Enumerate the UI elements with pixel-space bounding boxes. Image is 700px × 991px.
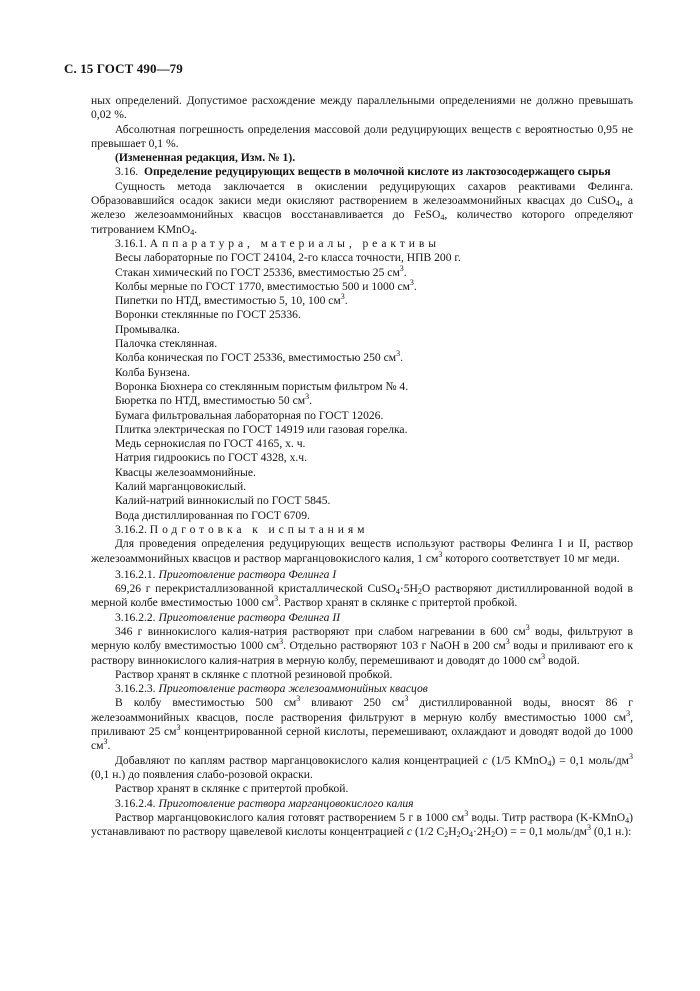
section-number: 3.16.2.2. xyxy=(115,610,156,624)
paragraph: 346 г виннокислого калия-натрия растворяют при слабом нагревании в 600 $см^3$ воды, фильтруют в мерную колбу вместимостью 1000 $см^3$. Отдельно растворяют 103 г NaOH в 200 $см^3$ воды и приливают его к раствору виннокислого калия-натрия в мерную колбу, перемешивают и доводят до 1000 $см^3$ водой. xyxy=(91,622,633,667)
section-title: Подготовка к испытаниям xyxy=(149,522,369,536)
paragraph: Для проведения определения редуцирующих веществ используют растворы Фелинга I и II, раствор железоаммонийных квасцов и раствор марганцовокислого калия, 1 $см^3$ которого соответствует 10 мг меди. xyxy=(91,537,633,565)
list-item: Плитка электрическая по ГОСТ 14919 или газовая горелка. xyxy=(115,422,408,436)
section-number: 3.16.2.3. xyxy=(115,682,156,696)
list-item: Медь сернокислая по ГОСТ 4165, х. ч. xyxy=(115,437,306,451)
section-3-16-2-1-heading xyxy=(91,568,633,582)
list-item: Палочка стеклянная. xyxy=(115,337,218,351)
paragraph: Абсолютная погрешность определения массовой доли редуцирующих веществ с вероятностью 0,95 не превышает 0,1 %. xyxy=(91,122,633,150)
section-3-16-2-3-heading xyxy=(91,682,633,696)
section-title: Приготовление раствора железоаммонийных квасцов xyxy=(158,682,428,696)
section-title: Аппаратура, материалы, реактивы xyxy=(149,236,440,250)
list-item: Воронки стеклянные по ГОСТ 25336. xyxy=(115,308,301,322)
list-item: Калий марганцовокислый. xyxy=(115,480,247,494)
paragraph: Раствор хранят в склянке с плотной резиновой пробкой. xyxy=(115,667,393,681)
paragraph: Раствор хранят в склянке с притертой пробкой. xyxy=(115,782,349,796)
section-title: Приготовление раствора Фелинга I xyxy=(158,567,337,581)
page-header: С. 15 ГОСТ 490—79 xyxy=(64,61,183,76)
section-number: 3.16. xyxy=(115,165,139,179)
section-3-16-2-heading xyxy=(91,523,633,537)
section-title: Определение редуцирующих веществ в молочной кислоте из лактозосодержащего сырья xyxy=(143,165,611,179)
list-item: Бумага фильтровальная лабораторная по ГОСТ 12026. xyxy=(115,408,384,422)
section-3-16-2-4-heading xyxy=(91,797,633,811)
list-item: Колба Бунзена. xyxy=(115,365,190,379)
section-3-16-1-heading xyxy=(91,237,633,251)
list-item: Квасцы железоаммонийные. xyxy=(115,465,256,479)
list-item: Колба коническая по ГОСТ 25336, вместимостью 250 $см^3$. xyxy=(115,349,403,365)
section-number: 3.16.2.4. xyxy=(115,796,156,810)
document-body xyxy=(91,94,633,839)
amendment-note: (Измененная редакция, Изм. № 1). xyxy=(115,151,296,165)
section-number: 3.16.2.1. xyxy=(115,567,156,581)
section-number: 3.16.1. xyxy=(115,236,147,250)
section-number: 3.16.2. xyxy=(115,522,147,536)
paragraph: Добавляют по каплям раствор марганцовокислого калия концентрацией c (1/5 KMnO$_4$) = 0,1 моль/$дм^3$ (0,1 н.) до появления слабо-розовой окраски. xyxy=(91,751,633,781)
paragraph: ных определений. Допустимое расхождение между параллельными определениями не должно превышать 0,02 %. xyxy=(91,94,633,122)
list-item: Калий-натрий виннокислый по ГОСТ 5845. xyxy=(115,494,331,508)
list-item: Вода дистиллированная по ГОСТ 6709. xyxy=(115,508,310,522)
section-3-16-2-2-heading xyxy=(91,611,633,625)
paragraph: 69,26 г перекристаллизованной кристаллической $CuSO_4\cdot 5H_2O$ растворяют дистиллированной водой в мерной колбе вместимостью 1000 $см^3$. Раствор хранят в склянке с притертой пробкой. xyxy=(91,582,633,610)
list-item: Промывалка. xyxy=(115,322,180,336)
list-item: Натрия гидроокись по ГОСТ 4328, х.ч. xyxy=(115,451,308,465)
list-item: Колбы мерные по ГОСТ 1770, вместимостью 500 и 1000 $см^3$. xyxy=(115,277,417,293)
method-essence-paragraph: Сущность метода заключается в окислении редуцирующих сахаров реактивами Фелинга. Образовавшийся осадок закиси меди окисляют растворением в железоаммонийных квасцах до CuSO$_4$, а железо железоаммонийных квасцов восстанавливается до FeSO$_4$, количество которого определяют титрованием KMnO$_4$. xyxy=(91,179,633,237)
section-title: Приготовление раствора марганцовокислого калия xyxy=(158,796,414,810)
paragraph: Раствор марганцовокислого калия готовят растворением 5 г в 1000 $см^3$ воды. Титр раствора (K-KMnO$_4$) устанавливают по раствору щавелевой кислоты концентрацией c (1/2 $C_2H_2O_4\cdot 2H_2O$) = = 0,1 моль/$дм^3$ (0,1 н.): xyxy=(91,808,633,840)
list-item: Весы лабораторные по ГОСТ 24104, 2-го класса точности, НПВ 200 г. xyxy=(115,251,461,265)
list-item: Стакан химический по ГОСТ 25336, вместимостью 25 $см^3$. xyxy=(115,263,407,279)
section-3-16-heading xyxy=(91,165,633,179)
section-title: Приготовление раствора Фелинга II xyxy=(158,610,341,624)
list-item: Воронка Бюхнера со стеклянным пористым фильтром № 4. xyxy=(115,379,409,393)
equipment-list xyxy=(91,251,633,523)
paragraph: В колбу вместимостью 500 $см^3$ вливают 250 $см^3$ дистиллированной воды, вносят 86 г железоаммонийных квасцов, после растворения фильтруют в мерную колбу вместимостью 1000 $см^3$, приливают 25 $см^3$ концентрированной серной кислоты, перемешивают, охлаждают и доводят водой до 1000 $см^3$. xyxy=(91,694,633,753)
list-item: Бюретка по НТД, вместимостью 50 $см^3$. xyxy=(115,392,312,408)
list-item: Пипетки по НТД, вместимостью 5, 10, 100 $см^3$. xyxy=(115,292,348,308)
